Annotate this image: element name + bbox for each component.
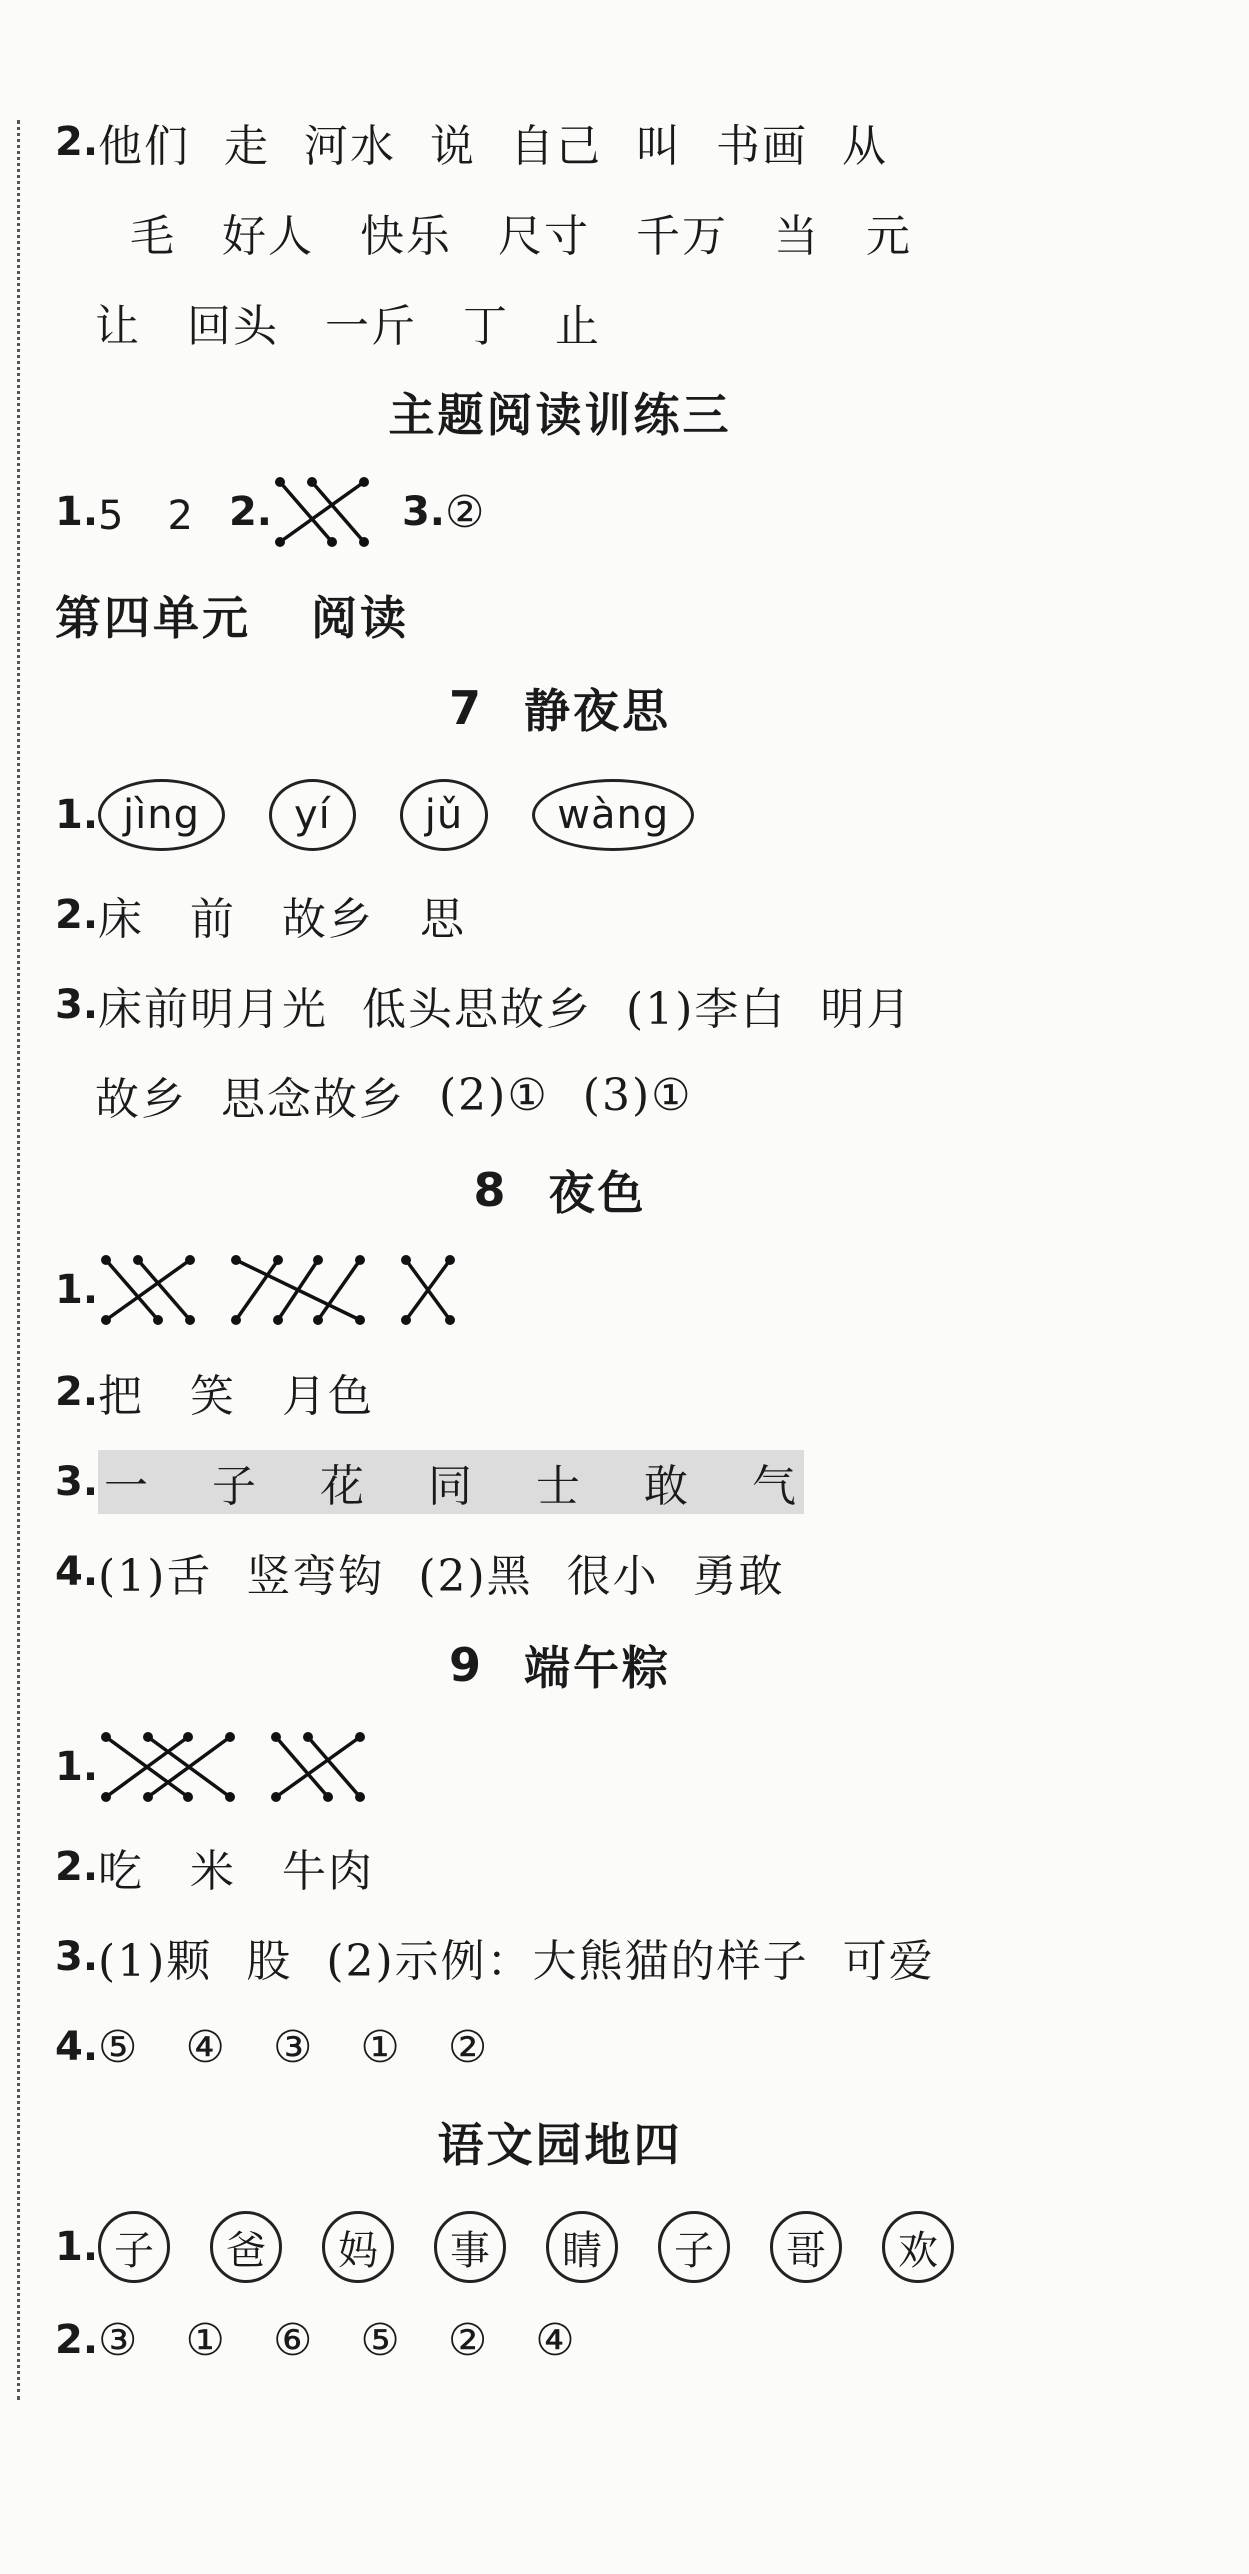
circled-character: 妈: [322, 2211, 394, 2283]
answer-item: 河水: [304, 121, 397, 172]
answer-item: 回头: [187, 301, 279, 352]
section-heading: [0, 2102, 1120, 2182]
question-number: 1.: [55, 1744, 99, 1790]
answer-line-2-cont2: [95, 282, 647, 362]
answer-item: (1)李白: [626, 984, 787, 1035]
question-number: 1.: [55, 2224, 99, 2270]
answer-item: (2)黑: [418, 1551, 533, 1602]
answer-item: 竖弯钩: [246, 1551, 385, 1602]
answer-item: 吃: [98, 1846, 145, 1897]
answer-item: 让: [95, 301, 141, 352]
question-number: 3.: [55, 1934, 99, 1980]
unit-subtitle: 阅读: [311, 591, 409, 645]
answer-item: 同: [428, 1461, 475, 1512]
unit-title: 第四单元: [55, 591, 251, 645]
question-number: 1.: [55, 1267, 99, 1313]
answer-item: 牛肉: [282, 1846, 375, 1897]
answer-item: 很小: [566, 1551, 659, 1602]
answer-line-2: [55, 102, 922, 182]
answer-item: 床: [98, 894, 145, 945]
question-number: 2.: [55, 892, 99, 938]
garden4-q2: [55, 2300, 623, 2380]
lesson9-q3: [55, 1917, 969, 1997]
answer-item: ④: [185, 2021, 227, 2073]
matching-lines-diagram: [98, 1729, 238, 1805]
matching-lines-diagram: [268, 1729, 368, 1805]
answer-item: 花: [320, 1461, 367, 1512]
lesson8-q4: [55, 1532, 819, 1612]
garden4-q1: [55, 2207, 994, 2287]
answer-item: 书画: [716, 121, 809, 172]
question-number: 2.: [55, 2317, 99, 2363]
answer-item: ②: [447, 2021, 490, 2073]
answer-item: 勇敢: [692, 1551, 785, 1602]
highlighted-answer: [98, 1450, 804, 1514]
circled-character: 欢: [882, 2211, 954, 2283]
answer-item: ②: [445, 486, 487, 538]
lesson7-q3: [55, 965, 946, 1045]
answer-item: 故乡: [95, 1074, 187, 1125]
theme3-answers: [55, 472, 520, 552]
answer-item: 思念故乡: [221, 1074, 405, 1125]
matching-lines-diagram: [272, 474, 372, 550]
answer-item: 从: [842, 121, 889, 172]
lesson-number: 8: [473, 1163, 509, 1217]
answer-item: 子: [212, 1461, 259, 1512]
circled-character: 子: [658, 2211, 730, 2283]
answer-item: 低头思故乡: [362, 984, 593, 1035]
question-number: 2.: [228, 489, 272, 535]
lesson-title: 端午粽: [524, 1641, 671, 1695]
section-title: 主题阅读训练三: [388, 388, 732, 442]
answer-item: ①: [360, 2021, 402, 2073]
answer-item: 说: [430, 121, 477, 172]
unit-heading: [55, 575, 409, 655]
pinyin-oval: yí: [269, 779, 356, 851]
question-number: 2.: [55, 1369, 99, 1415]
answer-item: 笑: [190, 1371, 237, 1422]
lesson7-q1: [55, 775, 738, 855]
answer-item: 好人: [222, 211, 314, 262]
answer-item: 叫: [636, 121, 683, 172]
lesson-title: 静夜思: [524, 684, 671, 738]
lesson-number: 9: [448, 1638, 484, 1692]
answer-item: 米: [190, 1846, 237, 1897]
answer-item: 明月: [820, 984, 913, 1035]
question-number: 1.: [55, 489, 99, 535]
answer-item: 月色: [282, 1371, 375, 1422]
lesson8-q2: [55, 1352, 420, 1432]
lesson-number: 7: [448, 681, 484, 735]
lesson8-q1: [55, 1250, 488, 1330]
dotted-margin-line: [17, 120, 20, 2400]
answer-item: (1)舌: [98, 1551, 213, 1602]
answer-item: ⑥: [272, 2314, 315, 2366]
lesson-heading: [0, 1625, 1120, 1705]
lesson9-q1: [55, 1727, 398, 1807]
lesson9-q2: [55, 1827, 420, 1907]
answer-item: ⑤: [360, 2314, 402, 2366]
answer-line-2-cont: [130, 192, 958, 272]
answer-item: 前: [190, 894, 237, 945]
answer-item: ①: [185, 2314, 227, 2366]
question-number: 3.: [401, 489, 445, 535]
answer-item: 士: [536, 1461, 583, 1512]
circled-character: 哥: [770, 2211, 842, 2283]
answer-item: ③: [98, 2314, 140, 2366]
question-number: 4.: [55, 1549, 99, 1595]
answer-item: 快乐: [360, 211, 452, 262]
circled-character: 事: [434, 2211, 506, 2283]
answer-item: 股: [246, 1936, 293, 1987]
lesson7-q2: [55, 875, 512, 955]
answer-item: 他们: [98, 121, 191, 172]
answer-item: ②: [447, 2314, 490, 2366]
question-number: 1.: [55, 792, 99, 838]
answer-item: 5 2: [98, 492, 195, 539]
answer-item: 尺寸: [498, 211, 590, 262]
question-number: 2.: [55, 119, 99, 165]
matching-lines-diagram: [398, 1252, 458, 1328]
lesson8-q3: [55, 1442, 804, 1522]
circled-character: 爸: [210, 2211, 282, 2283]
answer-item: 故乡: [282, 894, 375, 945]
pinyin-oval: wàng: [532, 779, 694, 851]
answer-item: 当: [774, 211, 820, 262]
answer-item: 气: [752, 1461, 799, 1512]
answer-item: 止: [555, 301, 601, 352]
answer-item: 走: [224, 121, 271, 172]
answer-item: (2)示例：大熊猫的样子: [326, 1936, 809, 1987]
lesson-heading: [0, 1150, 1120, 1230]
answer-item: 床前明月光: [98, 984, 329, 1035]
answer-item: 自己: [510, 121, 603, 172]
matching-lines-diagram: [98, 1252, 198, 1328]
question-number: 4.: [55, 2024, 99, 2070]
answer-item: 可爱: [842, 1936, 935, 1987]
lesson-heading: [0, 668, 1120, 748]
lesson7-q3-cont: [95, 1055, 727, 1135]
answer-item: ④: [535, 2314, 577, 2366]
circled-character: 子: [98, 2211, 170, 2283]
pinyin-oval: jìng: [98, 779, 225, 851]
circled-character: 睛: [546, 2211, 618, 2283]
answer-item: 千万: [636, 211, 728, 262]
answer-item: 毛: [130, 211, 176, 262]
answer-item: 把: [98, 1371, 145, 1422]
answer-item: 思: [420, 894, 467, 945]
question-number: 3.: [55, 1459, 99, 1505]
answer-item: ⑤: [98, 2021, 140, 2073]
answer-item: 敢: [644, 1461, 691, 1512]
lesson-title: 夜色: [548, 1166, 647, 1220]
answer-item: 一: [104, 1461, 151, 1512]
section-title: 语文园地四: [437, 2118, 683, 2172]
question-number: 3.: [55, 982, 99, 1028]
answer-item: (2)①: [439, 1069, 549, 1121]
answer-item: 元: [866, 211, 912, 262]
answer-item: (3)①: [582, 1069, 693, 1121]
matching-lines-diagram: [228, 1252, 368, 1328]
answer-item: (1)颗: [98, 1936, 213, 1987]
section-heading: [0, 372, 1120, 452]
answer-item: 一斤: [325, 301, 417, 352]
answer-item: ③: [272, 2021, 315, 2073]
pinyin-oval: jǔ: [400, 779, 488, 851]
question-number: 2.: [55, 1844, 99, 1890]
lesson9-q4: [55, 2007, 535, 2087]
answer-item: 丁: [463, 301, 509, 352]
